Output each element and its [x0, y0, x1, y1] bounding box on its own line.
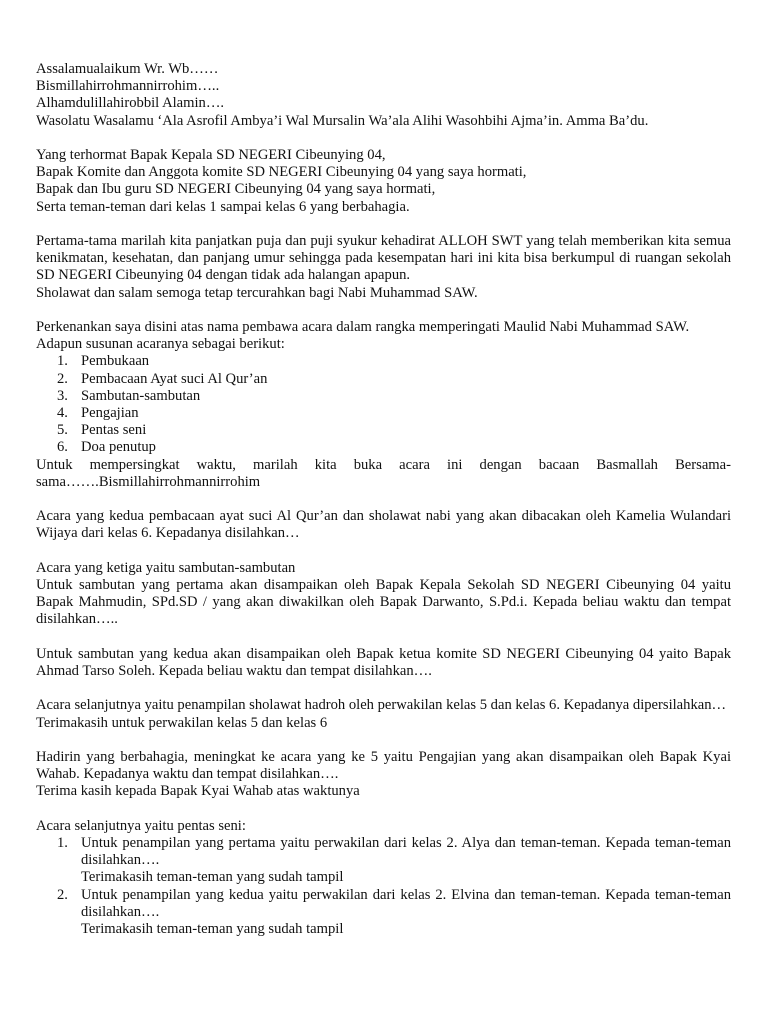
opening-paragraph: Pertama-tama marilah kita panjatkan puja dan puji syukur kehadirat ALLOH SWT yang telah memberikan kita semua kenikmatan, kesehatan, dan panjang umur sehingga pada kesempatan hari ini kita bisa berkumpul di ruangan sekolah SD NEGERI Cibeunying 04 dengan tidak ada halangan apapun.: [36, 233, 731, 284]
greeting-line: Wasolatu Wasalamu ‘Ala Asrofil Ambya’i Wal Mursalin Wa’ala Alihi Wasohbihi Ajma’in. Amma Ba’du.: [36, 112, 649, 129]
hadroh-thanks: Terimakasih untuk perwakilan kelas 5 dan kelas 6: [36, 714, 328, 731]
third-event-paragraph: Untuk sambutan yang pertama akan disampaikan oleh Bapak Kepala Sekolah SD NEGERI Cibeunying 04 yaitu Bapak Mahmudin, SPd.SD / yang akan diwakilkan oleh Bapak Darwanto, S.Pd.i. Kepada beliau waktu dan tempat disilahkan…..: [36, 577, 731, 628]
list-item: [36, 353, 731, 370]
greeting-line: Bismillahirrohmannirrohim…..: [36, 78, 220, 95]
salutation-line: Yang terhormat Bapak Kepala SD NEGERI Cibeunying 04,: [36, 147, 386, 163]
list-number: 6.: [57, 439, 68, 456]
pengajian-thanks: Terima kasih kepada Bapak Kyai Wahab atas waktunya: [36, 783, 360, 800]
salutation-block: [36, 147, 731, 216]
sholawat-line: Sholawat dan salam semoga tetap tercurahkan bagi Nabi Muhammad SAW.: [36, 284, 478, 301]
second-speech-paragraph: Untuk sambutan yang kedua akan disampaikan oleh Bapak ketua komite SD NEGERI Cibeunying 04 yaito Bapak Ahmad Tarso Soleh. Kepada beliau waktu dan tempat disilahkan….: [36, 645, 731, 680]
list-text: Sambutan-sambutan: [81, 387, 201, 404]
salutation-line: Bapak Komite dan Anggota komite SD NEGERI Cibeunying 04 yang saya hormati,: [36, 164, 527, 181]
pentas-list: [36, 835, 731, 938]
list-item: [36, 439, 731, 456]
list-item: [36, 887, 731, 939]
list-text: Pengajian: [81, 405, 139, 422]
third-event-title: Acara yang ketiga yaitu sambutan-sambutan: [36, 559, 296, 576]
salutation-line: Serta teman-teman dari kelas 1 sampai kelas 6 yang berbahagia.: [36, 198, 410, 215]
agenda-intro: Adapun susunan acaranya sebagai berikut:: [36, 336, 285, 353]
second-event-paragraph: Acara yang kedua pembacaan ayat suci Al Qur’an dan sholawat nabi yang akan dibacakan oleh Kamelia Wulandari Wijaya dari kelas 6. Kepadanya disilahkan…: [36, 508, 731, 542]
document-page: [36, 61, 731, 938]
list-number: 4.: [57, 405, 68, 422]
list-item: [36, 835, 731, 887]
greeting-block: [36, 61, 731, 130]
list-item: [36, 371, 731, 388]
pentas-intro: Acara selanjutnya yaitu pentas seni:: [36, 817, 246, 834]
list-number: 2.: [57, 370, 68, 387]
list-number: 5.: [57, 422, 68, 439]
list-item: [36, 388, 731, 405]
list-thanks: Terimakasih teman-teman yang sudah tampil: [81, 921, 344, 938]
list-text: Pembacaan Ayat suci Al Qur’an: [81, 370, 268, 387]
list-number: 3.: [57, 387, 68, 404]
agenda-list: [36, 353, 731, 456]
hadroh-paragraph: Acara selanjutnya yaitu penampilan sholawat hadroh oleh perwakilan kelas 5 dan kelas 6. Kepadanya dipersilahkan…: [36, 697, 727, 714]
list-number: 2.: [57, 886, 68, 903]
list-item: [36, 405, 731, 422]
list-text: Untuk penampilan yang pertama yaitu perwakilan dari kelas 2. Alya dan teman-teman. Kepada teman-teman disilahkan….: [81, 835, 731, 869]
pengajian-paragraph: Hadirin yang berbahagia, meningkat ke acara yang ke 5 yaitu Pengajian yang akan disampaikan oleh Bapak Kyai Wahab. Kepadanya waktu dan tempat disilahkan….: [36, 749, 731, 783]
list-number: 1.: [57, 835, 68, 851]
list-item: [36, 422, 731, 439]
list-thanks: Terimakasih teman-teman yang sudah tampil: [81, 869, 344, 886]
list-text: Pentas seni: [81, 422, 147, 439]
list-text: Pembukaan: [81, 353, 150, 370]
list-text: Doa penutup: [81, 439, 156, 456]
intro-line: Perkenankan saya disini atas nama pembawa acara dalam rangka memperingati Maulid Nabi Muhammad SAW.: [36, 319, 690, 335]
list-text: Untuk penampilan yang kedua yaitu perwakilan dari kelas 2. Elvina dan teman-teman. Kepada teman-teman disilahkan….: [81, 886, 731, 920]
greeting-line: Assalamualaikum Wr. Wb……: [36, 61, 219, 77]
salutation-line: Bapak dan Ibu guru SD NEGERI Cibeunying 04 yang saya hormati,: [36, 181, 436, 198]
list-number: 1.: [57, 353, 68, 370]
basmallah-paragraph: Untuk mempersingkat waktu, marilah kita buka acara ini dengan bacaan Basmallah Bersama-sama…….Bismillahirrohmannirrohim: [36, 456, 731, 490]
greeting-line: Alhamdulillahirobbil Alamin….: [36, 95, 225, 112]
